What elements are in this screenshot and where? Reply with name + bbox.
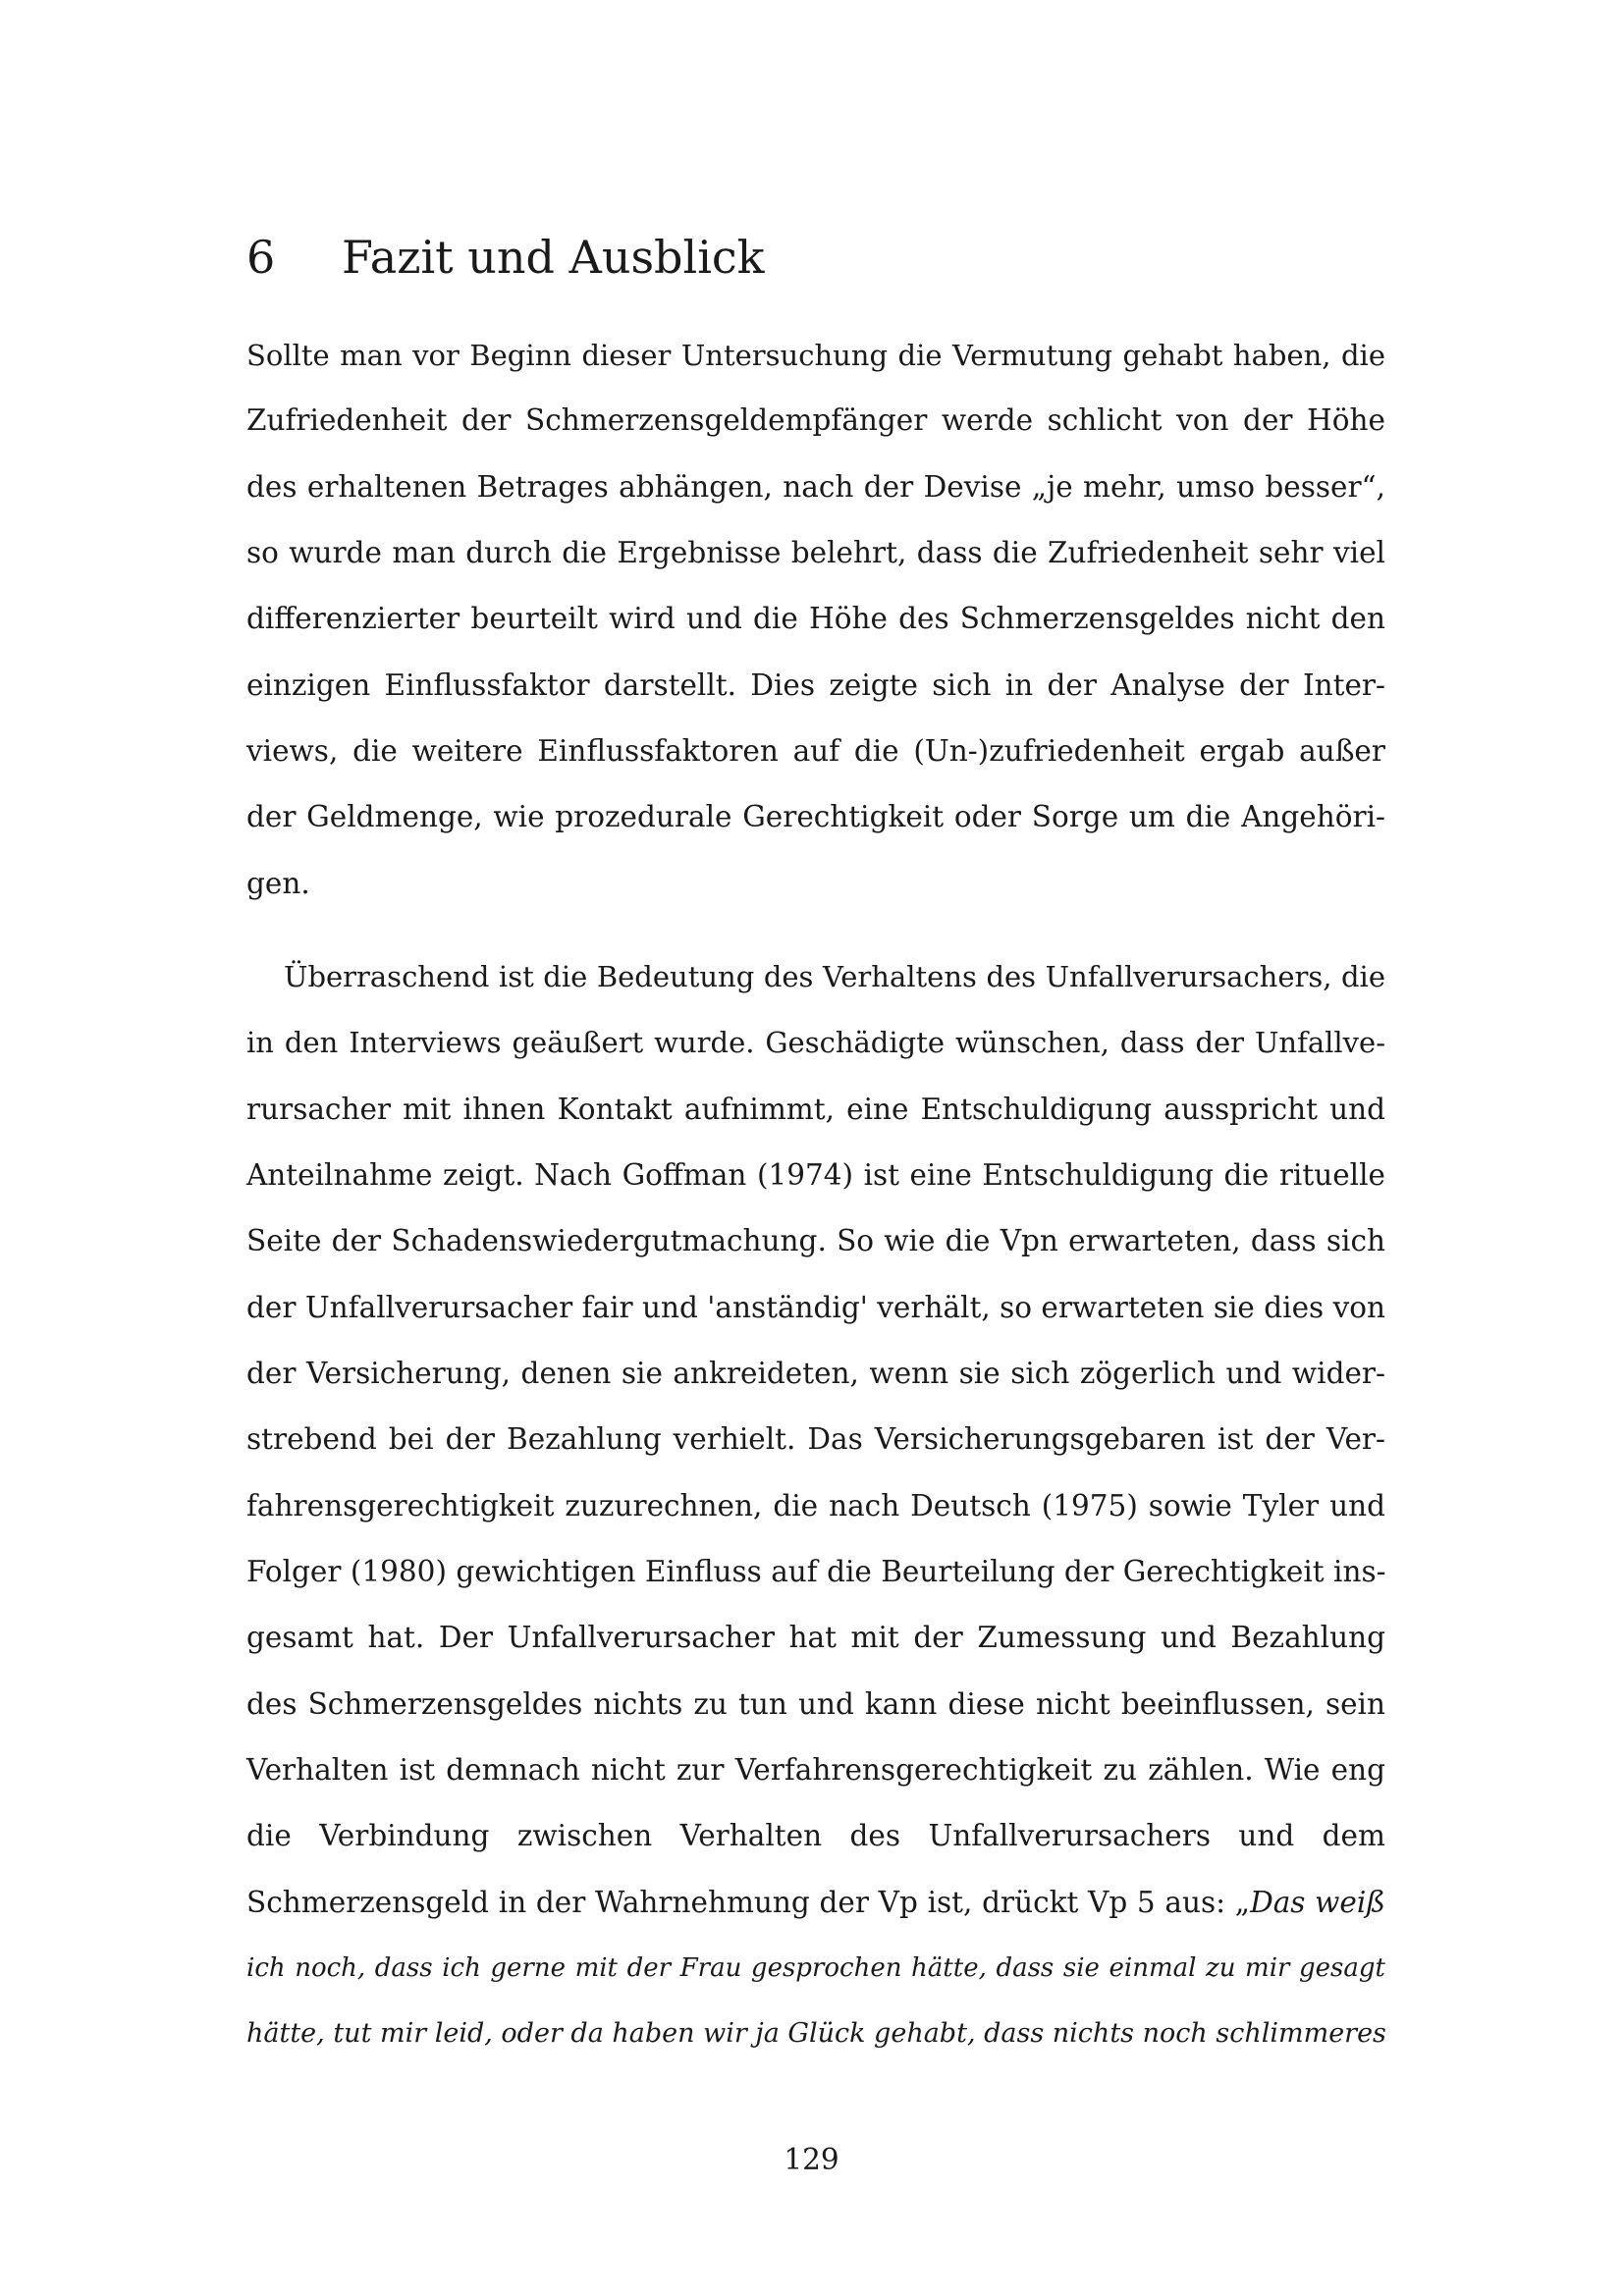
- text-line: gen.: [246, 867, 310, 900]
- text-line: Sollte man vor Beginn dieser Untersuchung die Vermutung gehabt haben, die: [246, 339, 1385, 372]
- text-line: die Verbindung zwischen Verhalten des Unfallverursachers und dem: [246, 1819, 1385, 1852]
- section-heading: [246, 228, 765, 287]
- text-line: Seite der Schadenswiedergutmachung. So wie die Vpn erwarteten, dass sich: [246, 1224, 1385, 1257]
- quote-intro-line: [246, 1881, 1385, 1924]
- text-line: der Geldmenge, wie prozedurale Gerechtigkeit oder Sorge um die Angehöri-: [246, 800, 1385, 833]
- text-line: strebend bei der Bezahlung verhielt. Das Versicherungsgebaren ist der Ver-: [246, 1422, 1385, 1456]
- text-line: der Unfallverursacher fair und 'anständig' verhält, so erwarteten sie dies von: [246, 1291, 1385, 1324]
- text-line: Anteilnahme zeigt. Nach Goffman (1974) ist eine Entschuldigung die rituelle: [246, 1158, 1385, 1192]
- text-line: fahrensgerechtigkeit zuzurechnen, die nach Deutsch (1975) sowie Tyler und: [246, 1489, 1385, 1522]
- text-line: differenzierter beurteilt wird und die Höhe des Schmerzensgeldes nicht den: [246, 602, 1385, 635]
- text-line: rursacher mit ihnen Kontakt aufnimmt, eine Entschuldigung ausspricht und: [246, 1093, 1385, 1126]
- text-line: des erhaltenen Betrages abhängen, nach der Devise „je mehr, umso besser“,: [246, 470, 1385, 504]
- text-line: Überraschend ist die Bedeutung des Verhaltens des Unfallverursachers, die: [284, 960, 1385, 993]
- text-line: der Versicherung, denen sie ankreideten, wenn sie sich zögerlich und wider-: [246, 1357, 1385, 1390]
- text-line: so wurde man durch die Ergebnisse belehrt, dass die Zufriedenheit sehr viel: [246, 536, 1385, 569]
- text-line: einzigen Einflussfaktor darstellt. Dies zeigte sich in der Analyse der Inter-: [246, 668, 1385, 702]
- text-line: Verhalten ist demnach nicht zur Verfahrensgerechtigkeit zu zählen. Wie eng: [246, 1753, 1385, 1787]
- quote-line: ich noch, dass ich gerne mit der Frau gesprochen hätte, dass sie einmal zu mir gesagt: [246, 1953, 1385, 1983]
- quote-line: hätte, tut mir leid, oder da haben wir ja Glück gehabt, dass nichts noch schlimmeres: [246, 2018, 1386, 2049]
- quote-intro-text: Schmerzensgeld in der Wahrnehmung der Vp ist, drückt Vp 5 aus: „: [246, 1886, 1251, 1919]
- section-number: 6: [246, 231, 276, 284]
- page-number: 129: [784, 2143, 839, 2176]
- text-line: views, die weitere Einflussfaktoren auf die (Un-)zufriedenheit ergab außer: [246, 734, 1385, 768]
- text-line: Zufriedenheit der Schmerzensgeldempfänger werde schlicht von der Höhe: [246, 403, 1385, 437]
- text-line: Folger (1980) gewichtigen Einfluss auf die Beurteilung der Gerechtigkeit ins-: [246, 1555, 1386, 1588]
- text-line: des Schmerzensgeldes nichts zu tun und kann diese nicht beeinflussen, sein: [246, 1687, 1385, 1721]
- text-line: in den Interviews geäußert wurde. Geschädigte wünschen, dass der Unfallve-: [246, 1026, 1385, 1059]
- quote-start: Das weiß: [1250, 1886, 1385, 1919]
- text-line: gesamt hat. Der Unfallverursacher hat mit der Zumessung und Bezahlung: [246, 1621, 1385, 1654]
- section-title: Fazit und Ausblick: [342, 231, 765, 284]
